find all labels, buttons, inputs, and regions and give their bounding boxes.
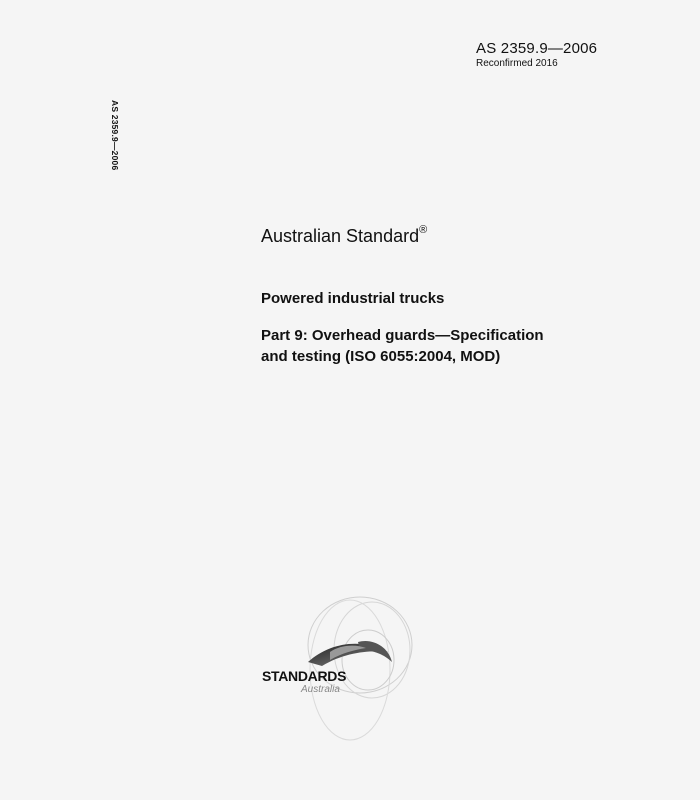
standards-wordmark: STANDARDS — [262, 668, 347, 684]
document-title: Powered industrial trucks — [261, 290, 445, 307]
spine-label — [110, 100, 122, 180]
australia-wordmark: Australia — [301, 684, 340, 695]
series-label: Australian Standard — [261, 226, 420, 246]
subtitle-line-1: Part 9: Overhead guards—Specification — [261, 327, 544, 344]
registered-mark: ® — [419, 224, 428, 236]
standard-code-block — [476, 40, 597, 69]
reconfirmed-note: Reconfirmed 2016 — [476, 58, 558, 69]
series-heading — [261, 226, 427, 247]
document-subtitle — [261, 325, 621, 367]
standard-code: AS 2359.9—2006 — [476, 40, 598, 57]
spine-text: AS 2359.9—2006 — [110, 100, 120, 171]
subtitle-line-2: and testing (ISO 6055:2004, MOD) — [261, 348, 501, 365]
